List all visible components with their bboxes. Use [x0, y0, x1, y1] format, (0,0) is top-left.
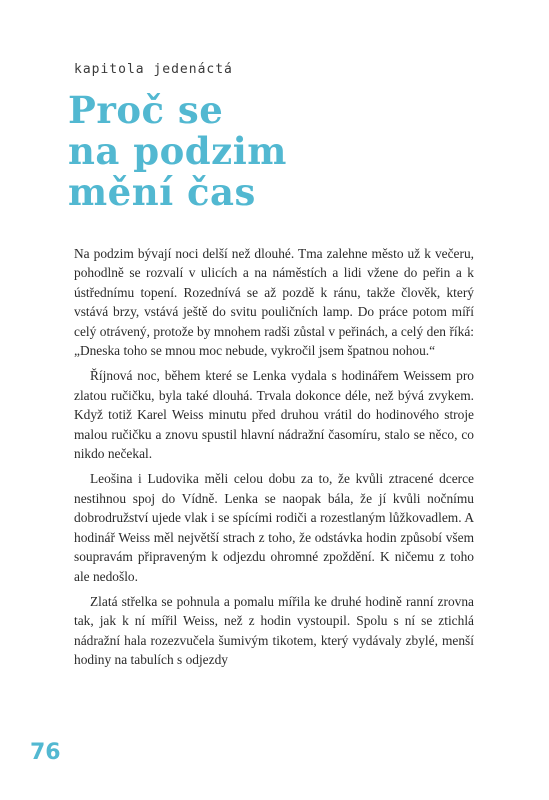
paragraph: Na podzim bývají noci delší než dlouhé. Tma zalehne město už k večeru, pohodlně se rozvalí v ulicích a na náměstích a lidi vžene do peřin a k ústřednímu topení. Rozednívá se až pozdě k ránu, takže člověk, který vstává brzy, vstává ještě do svitu pouličních lamp. Do práce potom míří celý otrávený, protože by mnohem radši zůstal v peřinách, a celý den říká: „Dneska toho se mnou moc nebude, vykročil jsem špatnou nohou.“	[74, 246, 474, 359]
page-number: 76	[30, 740, 61, 765]
chapter-title	[68, 90, 488, 213]
paragraph: Říjnová noc, během které se Lenka vydala s hodinářem Weissem pro zlatou ručičku, byla také dlouhá. Trvala dokonce déle, než bývá zvykem. Když totiž Karel Weiss minutu před druhou vrátil do hodinového stroje malou ručičku a znovu spustil hlavní nádražní časomíru, stalo se něco, co nikdo nečekal.	[74, 368, 474, 462]
chapter-label: kapitola jedenáctá	[74, 62, 233, 77]
paragraph: Zlatá střelka se pohnula a pomalu mířila ke druhé hodině ranní zrovna tak, jak k ní mířil Weiss, než z hodin vystoupil. Spolu s ní se ztichlá nádražní hala rozezvučela šumivým tikotem, který vydávaly zbylé, menší hodiny na tabulích s odjezdy	[74, 593, 474, 668]
chapter-title-line: na podzim	[68, 129, 287, 173]
body-text	[74, 244, 474, 676]
paragraph: Leošina i Ludovika měli celou dobu za to, že kvůli ztracené dcerce nestihnou spoj do Vídně. Lenka se naopak bála, že jí kvůli nočnímu dobrodružství ujede vlak i se spícími rodiči a rozestlaným lůžkovadlem. A hodinář Weiss měl největší strach z toho, že odstávka hodin způsobí všem soupravám připraveným k odjezdu ohromné zpoždění. K ničemu z toho ale nedošlo.	[74, 471, 474, 584]
chapter-title-line: Proč se	[68, 88, 224, 132]
chapter-title-line: mění čas	[68, 170, 256, 214]
